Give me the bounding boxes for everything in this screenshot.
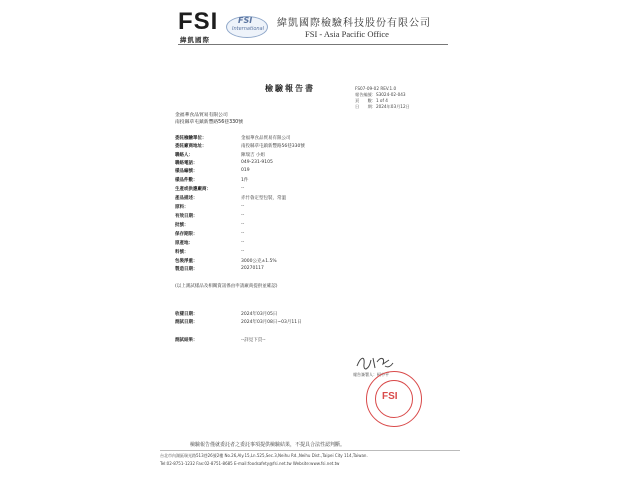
badge-international-text: International xyxy=(232,26,264,32)
field-label: 樣品編號： xyxy=(175,169,198,174)
field-value: 1件 xyxy=(241,178,249,183)
field-value: -- xyxy=(241,231,245,236)
page-count: 頁 數：1 of 4 xyxy=(355,98,388,103)
field-value: 20270117 xyxy=(241,266,264,271)
footer-disclaimer: 檢驗報告僅就委託者之委託事項提供檢驗結果，不提具合法性認判斷。 xyxy=(190,442,346,448)
field-value: 陳瑞吉 小姐 xyxy=(241,153,265,158)
field-value: 3000公克±1.5% xyxy=(241,259,277,264)
field-value: 049-231-9105 xyxy=(241,160,273,165)
field-label: 料號： xyxy=(175,250,189,255)
field-label: 批號： xyxy=(175,223,189,228)
report-number: 報告編號：S3024-02-043 xyxy=(355,92,406,97)
field-value: -- xyxy=(241,249,245,254)
field-label: 原產地： xyxy=(175,241,193,246)
test-result-value: --詳見下頁-- xyxy=(241,338,266,343)
handwritten-signature xyxy=(355,354,395,372)
field-value: -- xyxy=(241,222,245,227)
header-divider xyxy=(178,44,448,45)
badge-fsi-text: FSI xyxy=(238,16,253,25)
field-label: 樣品件數： xyxy=(175,178,198,183)
field-value: 南投縣草屯鎮新豐路56巷330號 xyxy=(241,144,305,149)
field-label: 生產或供應廠商： xyxy=(175,187,211,192)
report-title: 檢驗報告書 xyxy=(265,84,315,93)
field-label: 製造日期： xyxy=(175,267,198,272)
field-value: 赤竹魯定型包裝，常溫 xyxy=(241,196,286,201)
field-label: 聯絡電話： xyxy=(175,161,198,166)
logo-subtitle: 緯凱國際 xyxy=(180,36,210,44)
test-date-value: 2024年03月08日~03月11日 xyxy=(241,320,302,325)
field-value: -- xyxy=(241,204,245,209)
field-label: 原料： xyxy=(175,205,189,210)
client-address: 南投縣草屯鎮新豐路56巷330號 xyxy=(175,120,244,125)
client-name: 金福華食品貿易有限公司 xyxy=(175,113,228,118)
seal-text: FSI xyxy=(382,391,398,402)
field-value: 019 xyxy=(241,168,250,173)
report-page xyxy=(150,0,485,480)
receive-date-label: 收樣日期： xyxy=(175,312,198,317)
footer-contact: Tel:02-8751-1232 Fax:02-8751-8685 E-mail:foodsafety@fsi.net.tw Website:www.fsi.net.tw xyxy=(160,461,340,466)
form-number: FS07-09-02 REV.1.0 xyxy=(355,86,397,91)
field-label: 保存期限： xyxy=(175,232,198,237)
company-name-en: FSI - Asia Pacific Office xyxy=(305,29,389,39)
field-label: 委託廠商地址： xyxy=(175,144,207,149)
field-label: 聯絡人： xyxy=(175,153,193,158)
test-result-label: 測試結果： xyxy=(175,338,198,343)
fsi-logo: FSI xyxy=(178,8,219,35)
receive-date-value: 2024年03月05日 xyxy=(241,312,278,317)
report-date: 日 期：2024年03月12日 xyxy=(355,104,410,109)
footer-address: 台北市內湖區瑞光路513巷26號2樓 No.26,Aly.15,Ln.525,Sec.3,Neihu Rd.,Neihu Dist.,Taipei City 114,Taiwan. xyxy=(160,453,368,458)
field-label: 委託檢驗單位： xyxy=(175,136,207,141)
field-value: -- xyxy=(241,213,245,218)
field-label: 有效日期： xyxy=(175,214,198,219)
test-date-label: 測試日期： xyxy=(175,320,198,325)
company-name-cn: 緯凱國際檢驗科技股份有限公司 xyxy=(277,18,431,29)
sample-info-note: (以上測試樣品及相關資訊係由申請廠商提供並確認) xyxy=(175,284,278,289)
field-value: -- xyxy=(241,240,245,245)
signatory-label: 報告簽署人：柯中平 xyxy=(353,372,389,377)
field-value: 金福華食品貿易有限公司 xyxy=(241,136,291,141)
field-label: 產品描述： xyxy=(175,196,198,201)
field-label: 包裝淨重： xyxy=(175,259,198,264)
field-value: -- xyxy=(241,186,245,191)
footer-divider xyxy=(160,450,460,451)
